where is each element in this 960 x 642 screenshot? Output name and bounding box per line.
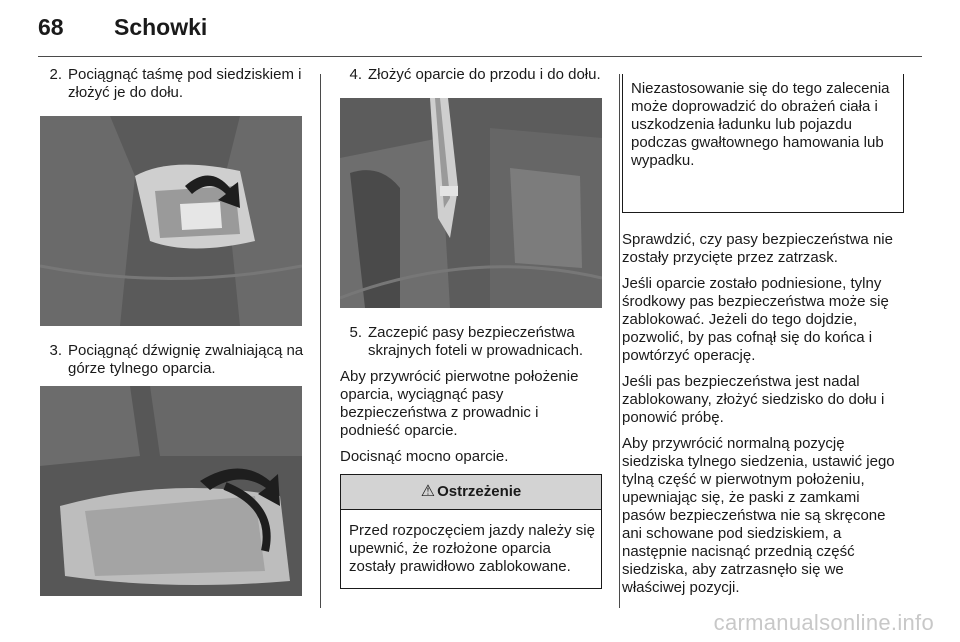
step-number: 4. bbox=[349, 66, 362, 83]
step-text: Złożyć oparcie do przodu i do dołu. bbox=[368, 66, 601, 83]
release-lever-photo bbox=[40, 386, 302, 596]
release-lever-illustration bbox=[40, 386, 302, 596]
step-3 bbox=[40, 342, 304, 378]
step-number: 3. bbox=[49, 342, 62, 359]
watermark: carmanualsonline.info bbox=[713, 610, 934, 635]
paragraph-restore-backrest: Aby przywrócić pierwotne położenie oparcia, wyciągnąć pasy bezpieczeństwa z prowadnic i podnieść oparcie. bbox=[340, 368, 579, 439]
step-2 bbox=[40, 66, 304, 102]
warning-header bbox=[341, 475, 601, 510]
paragraph-belt-locked: Jeśli oparcie zostało podniesione, tylny środkowy pas bezpieczeństwa może się zablokować. Jeżeli do tego dojdzie, pozwolić, by pas cofnął się do końca i powtórzyć operację. bbox=[622, 275, 889, 364]
page-title: Schowki bbox=[114, 14, 208, 40]
header-rule bbox=[38, 56, 922, 57]
paragraph-press-backrest: Docisnąć mocno oparcie. bbox=[340, 448, 509, 465]
step-4 bbox=[340, 66, 602, 84]
step-text: Pociągnąć dźwignię zwalniającą na górze tylnego oparcia. bbox=[68, 342, 304, 377]
warning-box bbox=[340, 474, 602, 589]
paragraph-still-locked: Jeśli pas bezpieczeństwa jest nadal zablokowany, złożyć siedzisko do dołu i ponowić próbę. bbox=[622, 373, 885, 426]
paragraph-check-belts: Sprawdzić, czy pasy bezpieczeństwa nie zostały przycięte przez zatrzask. bbox=[622, 231, 893, 266]
warning-continuation-box: Niezastosowanie się do tego zalecenia może doprowadzić do obrażeń ciała i uszkodzenia ładunku lub pojazdu podczas gwałtownego hamowania lub wypadku. bbox=[622, 74, 904, 213]
column-1 bbox=[40, 66, 304, 596]
step-text: Zaczepić pasy bezpieczeństwa skrajnych foteli w prowadnicach. bbox=[368, 324, 584, 359]
warning-title: Ostrzeżenie bbox=[437, 483, 522, 500]
warning-body: Przed rozpoczęciem jazdy należy się upewnić, że rozłożone oparcia zostały prawidłowo zablokowane. bbox=[349, 522, 595, 575]
step-5 bbox=[340, 324, 602, 360]
fold-backrest-illustration bbox=[340, 98, 602, 308]
fold-backrest-photo bbox=[340, 98, 602, 308]
seat-strap-photo bbox=[40, 116, 302, 326]
column-divider-1 bbox=[320, 74, 321, 608]
seat-strap-illustration bbox=[40, 116, 302, 326]
column-3 bbox=[622, 66, 904, 605]
warning-triangle-icon: ⚠ bbox=[420, 483, 436, 500]
page-number: 68 bbox=[38, 14, 64, 40]
paragraph-restore-seat: Aby przywrócić normalną pozycję siedziska tylnego siedzenia, ustawić jego tylną część w pierwotnym położeniu, upewniając się, że paski z zamkami pasów bezpieczeństwa nie są skręcone ani schowane pod siedziskiem, a następnie nacisnąć przednią część siedziska, aby zatrzasnęło się we właściwej pozycji. bbox=[622, 435, 895, 596]
page-header bbox=[38, 14, 207, 54]
step-text: Pociągnąć taśmę pod siedziskiem i złożyć je do dołu. bbox=[68, 66, 302, 101]
column-divider-2 bbox=[619, 74, 620, 608]
step-number: 5. bbox=[349, 324, 362, 341]
column-2 bbox=[340, 66, 602, 589]
step-number: 2. bbox=[49, 66, 62, 83]
